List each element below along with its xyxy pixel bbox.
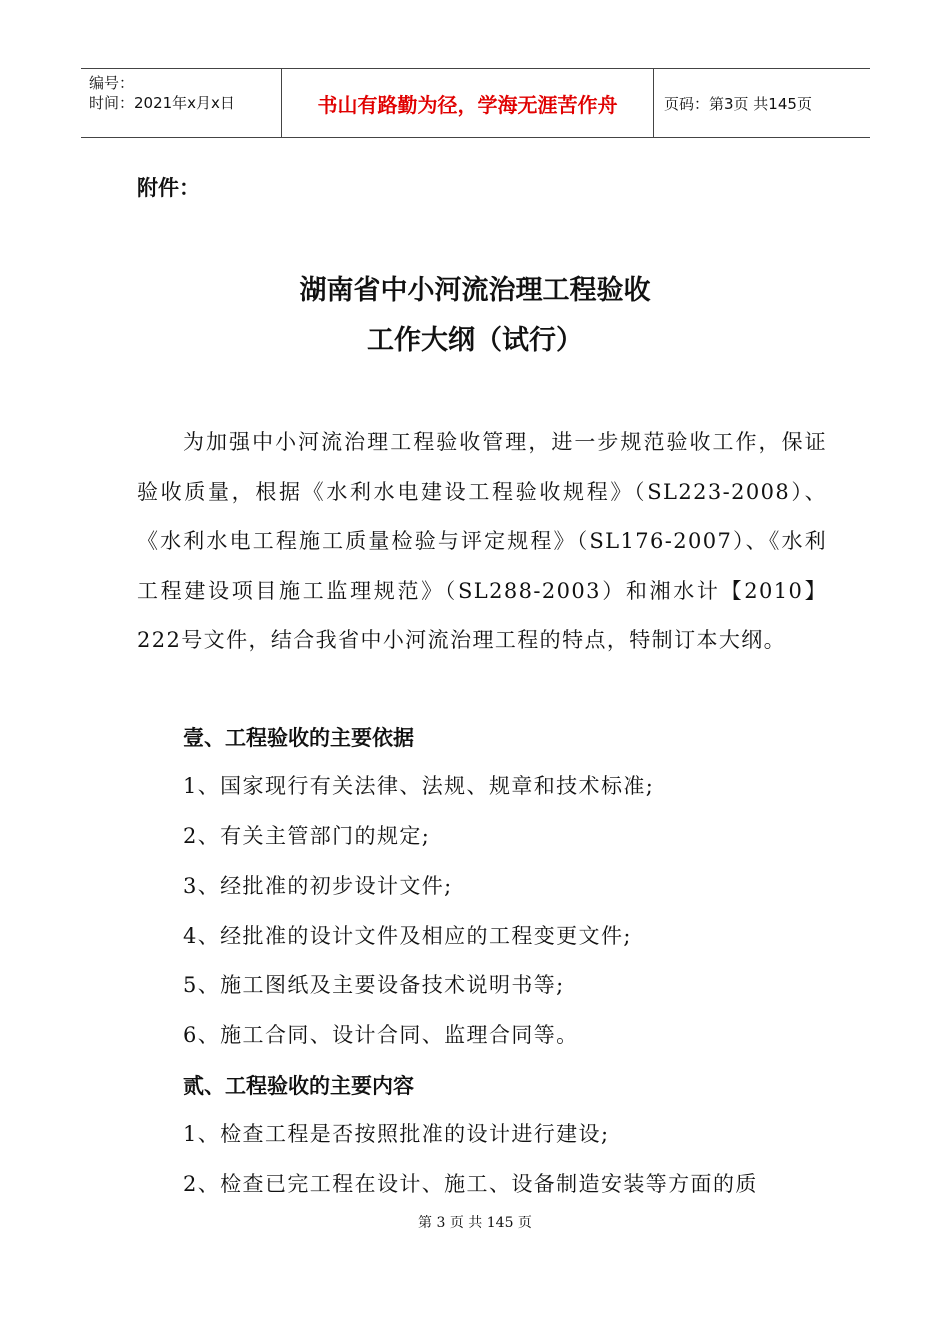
- header-meta: [81, 69, 282, 137]
- list-item: 1、检查工程是否按照批准的设计进行建设;: [183, 1122, 610, 1146]
- list-item: 4、经批准的设计文件及相应的工程变更文件;: [183, 924, 632, 948]
- list-item: 5、施工图纸及主要设备技术说明书等;: [183, 973, 565, 997]
- list-item: 6、施工合同、设计合同、监理合同等。: [183, 1023, 579, 1047]
- document-title-line1: 湖南省中小河流治理工程验收: [299, 275, 651, 306]
- section1-heading: 壹、工程验收的主要依据: [183, 726, 414, 750]
- list-item: 2、检查已完工程在设计、施工、设备制造安装等方面的质: [183, 1172, 758, 1196]
- page-header: [81, 68, 870, 138]
- intro-paragraph: 为加强中小河流治理工程验收管理，进一步规范验收工作，保证验收质量，根据《水利水电建设工程验收规程》（SL223-2008）、《水利水电工程施工质量检验与评定规程》（SL176-2007）、《水利工程建设项目施工监理规范》（SL288-2003）和湘水计【2010】222号文件，结合我省中小河流治理工程的特点，特制订本大纲。: [137, 430, 827, 653]
- header-motto: 书山有路勤为径，学海无涯苦作舟: [282, 69, 654, 137]
- document-title-line2: 工作大纲（试行）: [367, 325, 583, 356]
- page-footer: 第 3 页 共 145 页: [418, 1215, 532, 1231]
- list-item: 3、经批准的初步设计文件;: [183, 874, 453, 898]
- section2-heading: 贰、工程验收的主要内容: [183, 1074, 414, 1098]
- list-item: 2、有关主管部门的规定;: [183, 824, 431, 848]
- code-label: 编号：: [89, 74, 135, 92]
- list-item: 1、国家现行有关法律、法规、规章和技术标准;: [183, 774, 655, 798]
- attachment-label: 附件：: [137, 176, 200, 200]
- header-page-code: 页码：第3页 共145页: [664, 94, 812, 113]
- time-label: 时间：2021年x月x日: [89, 94, 235, 112]
